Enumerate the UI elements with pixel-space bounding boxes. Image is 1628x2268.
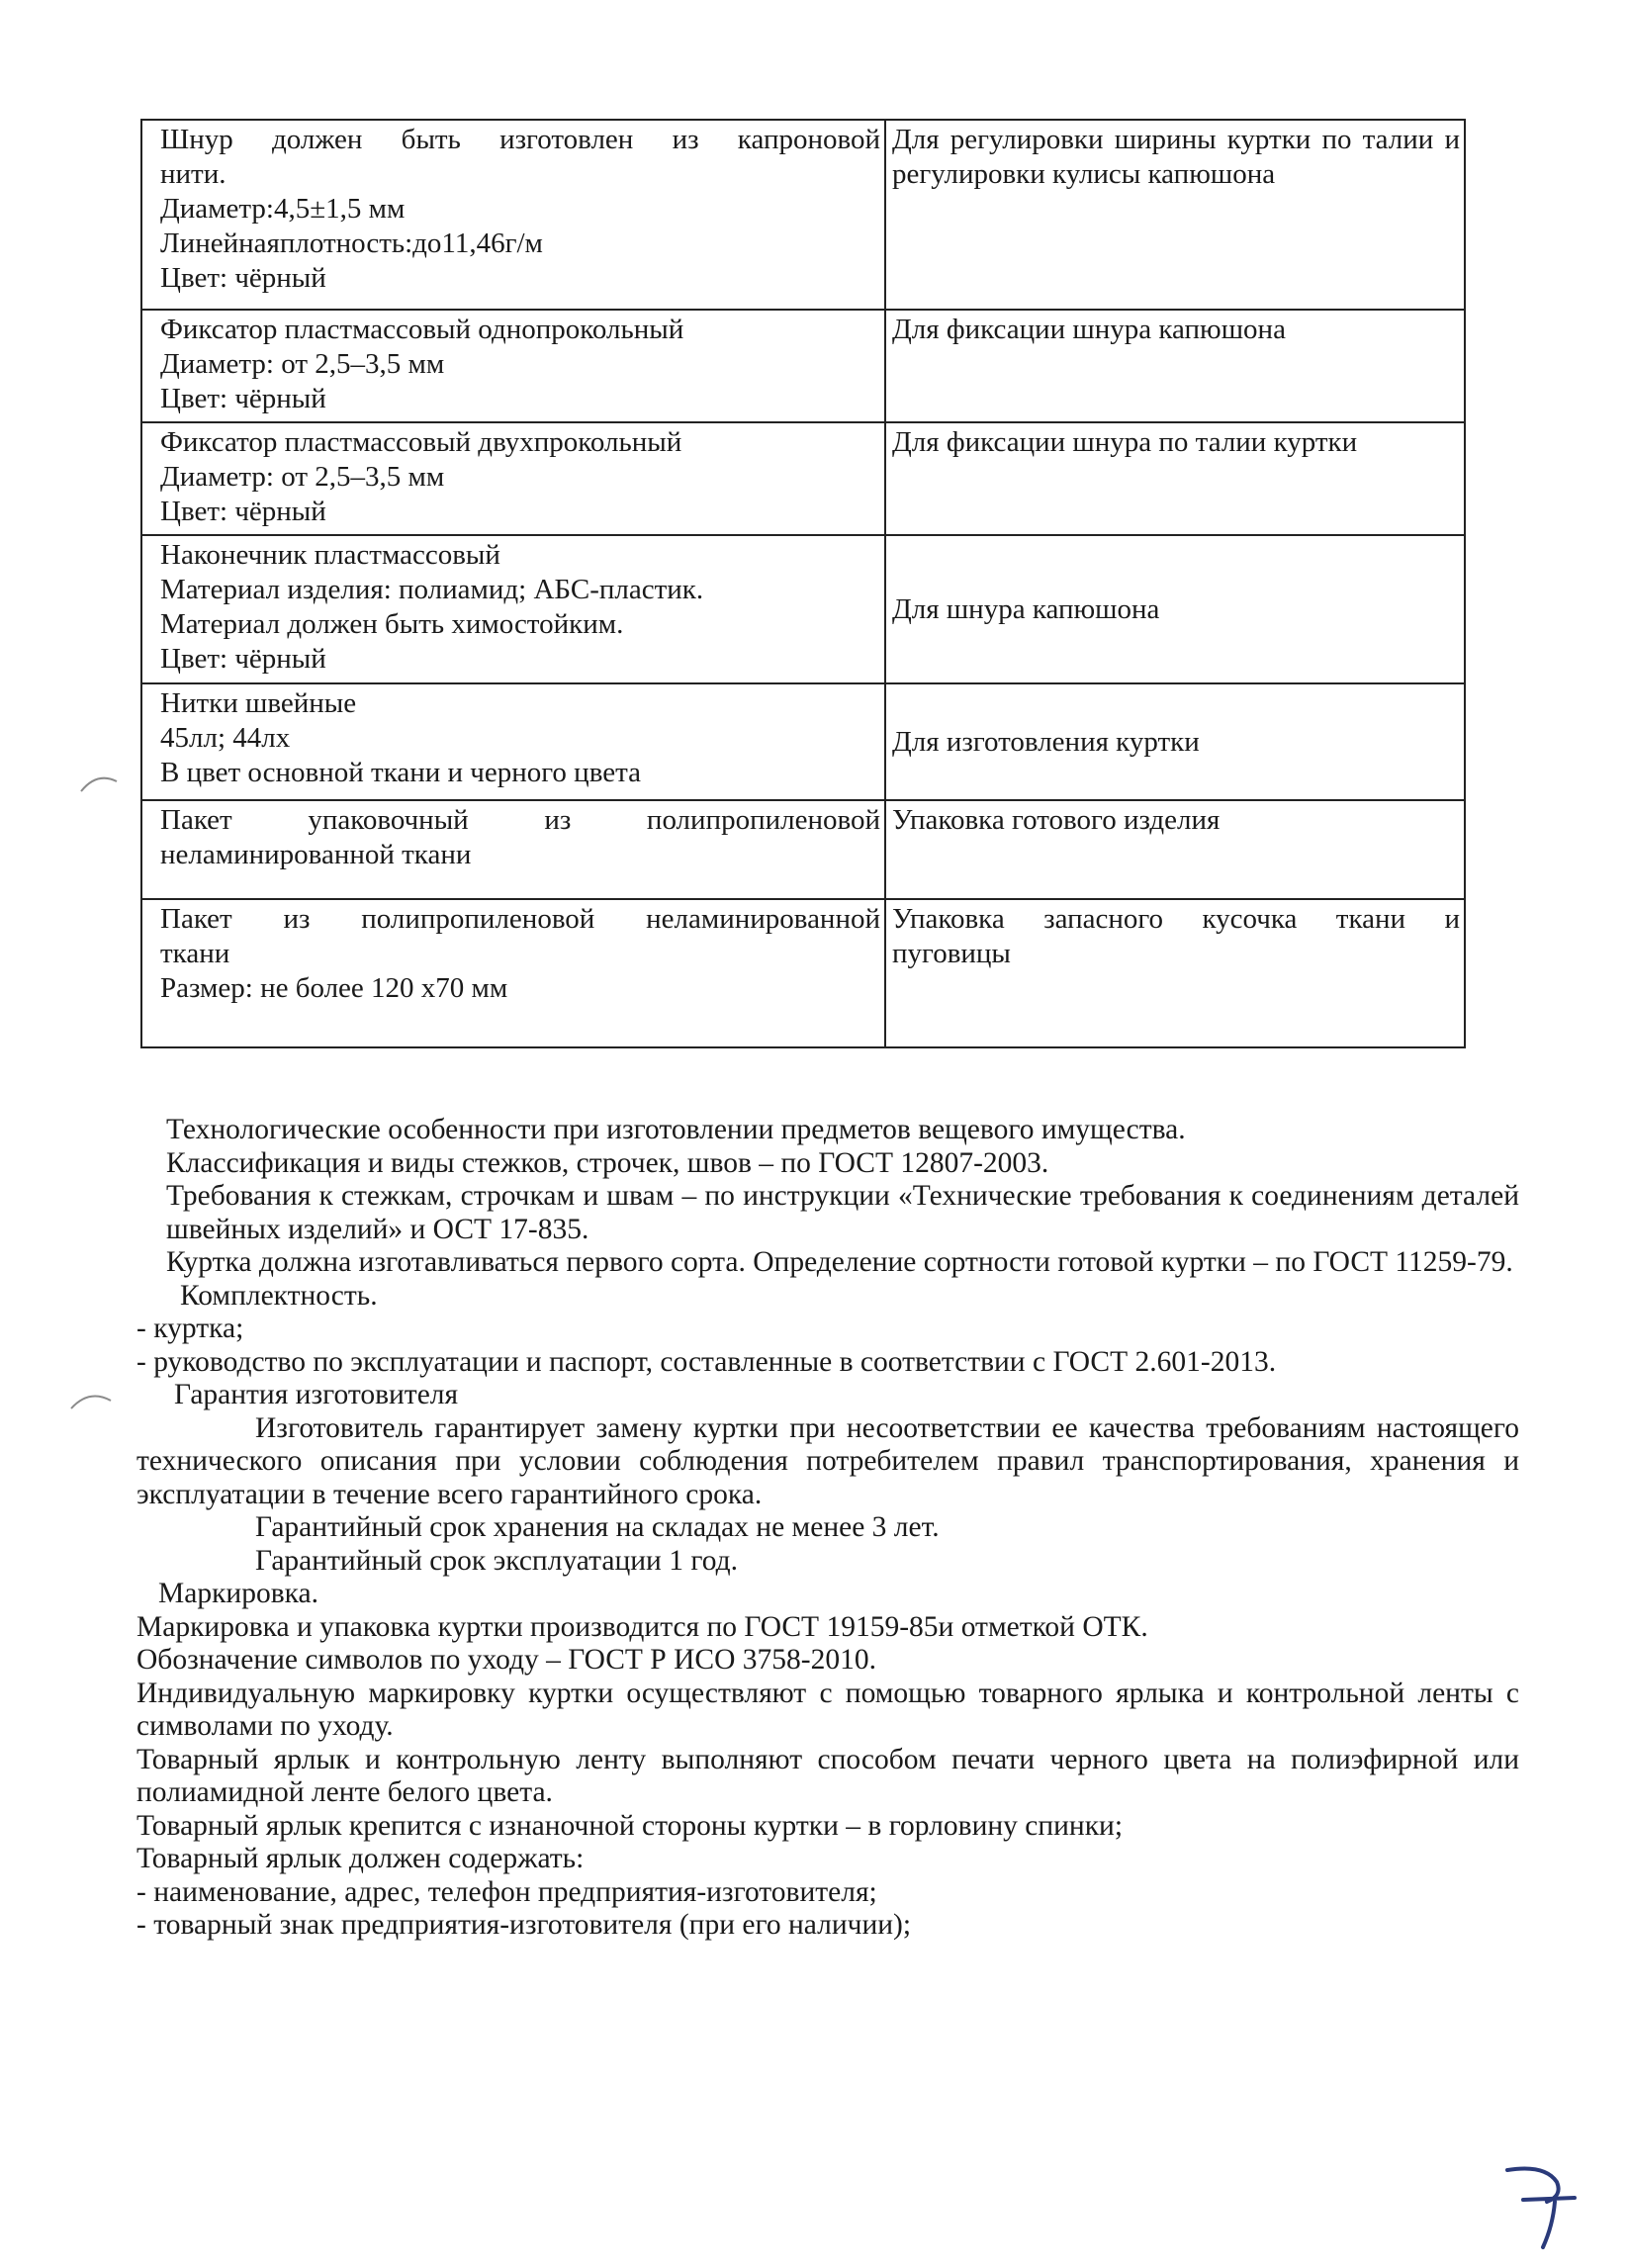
description-line: Материал должен быть химостойким. (160, 608, 624, 640)
paragraph: Классификация и виды стежков, строчек, швов – по ГОСТ 12807-2003. (166, 1146, 1049, 1179)
component-purpose (885, 683, 1465, 800)
paragraph: Товарный ярлык и контрольную ленту выполняют способом печати черного цвета на полиэфирной или полиамидной ленте белого цвета. (136, 1743, 1519, 1808)
component-description (141, 120, 885, 310)
description-line: Пакет упаковочный из полипропиленовой (160, 804, 880, 836)
purpose-line: регулировки кулисы капюшона (892, 158, 1276, 190)
component-purpose (885, 310, 1465, 422)
purpose-line: Для фиксации шнура по талии куртки (892, 426, 1358, 458)
description-line: Цвет: чёрный (160, 383, 326, 414)
component-description (141, 535, 885, 683)
purpose-line: пуговицы (892, 938, 1011, 969)
component-description (141, 683, 885, 800)
component-description (141, 310, 885, 422)
paragraph: Товарный ярлык крепится с изнаночной стороны куртки – в горловину спинки; (136, 1809, 1124, 1842)
description-line: 45лл; 44лх (160, 722, 291, 754)
table-row (141, 800, 1465, 899)
component-purpose (885, 422, 1465, 535)
body-text (136, 1114, 1519, 1943)
description-line: Наконечник пластмассовый (160, 539, 500, 571)
description-line: ткани (160, 938, 230, 969)
paragraph: Товарный ярлык должен содержать: (136, 1843, 585, 1874)
paragraph: Индивидуальную маркировку куртки осуществляют с помощью товарного ярлыка и контрольной ленты с символами по уходу. (136, 1677, 1519, 1742)
purpose-line: Для регулировки ширины куртки по талии и (892, 124, 1460, 155)
component-purpose (885, 120, 1465, 310)
purpose-line: Упаковка запасного кусочка ткани и (892, 903, 1460, 935)
paragraph: Гарантийный срок хранения на складах не менее 3 лет. (255, 1511, 940, 1543)
list-item: - наименование, адрес, телефон предприятия-изготовителя; (136, 1875, 877, 1908)
component-purpose (885, 800, 1465, 899)
paragraph: Обозначение символов по уходу – ГОСТ Р ИСО 3758-2010. (136, 1644, 876, 1676)
description-line: Диаметр: от 2,5–3,5 мм (160, 348, 445, 380)
description-line: Размер: не более 120 х70 мм (160, 972, 508, 1004)
hole-punch-mark (69, 1389, 113, 1412)
paragraph: Гарантийный срок эксплуатации 1 год. (255, 1544, 738, 1577)
handwritten-mark-icon (1493, 2156, 1592, 2255)
description-line: Нитки швейные (160, 687, 357, 719)
component-description (141, 899, 885, 1047)
purpose-line: Для фиксации шнура капюшона (892, 314, 1286, 345)
description-line: Пакет из полипропиленовой неламинированной (160, 903, 880, 935)
component-description (141, 800, 885, 899)
description-line: Материал изделия: полиамид; АБС-пластик. (160, 574, 704, 605)
purpose-line: Упаковка готового изделия (892, 804, 1221, 836)
table-row (141, 683, 1465, 800)
paragraph: Требования к стежкам, строчкам и швам – по инструкции «Технические требования к соединениям деталей швейных изделий» и ОСТ 17-835. (166, 1180, 1519, 1245)
list-item: - товарный знак предприятия-изготовителя (при его наличии); (136, 1909, 912, 1941)
components-table (140, 119, 1466, 1048)
list-item: - куртка; (136, 1313, 244, 1344)
description-line: Цвет: чёрный (160, 496, 326, 527)
table-row (141, 535, 1465, 683)
paragraph: Маркировка и упаковка куртки производится по ГОСТ 19159-85и отметкой ОТК. (136, 1610, 1148, 1643)
table-row (141, 120, 1465, 310)
section-heading-marking: Маркировка. (158, 1578, 318, 1609)
table-row (141, 310, 1465, 422)
purpose-line: Для шнура капюшона (892, 592, 1160, 625)
description-line: В цвет основной ткани и черного цвета (160, 757, 641, 788)
paragraph: Технологические особенности при изготовлении предметов вещевого имущества. (166, 1114, 1186, 1145)
description-line: Цвет: чёрный (160, 643, 326, 675)
description-line: нити. (160, 158, 226, 190)
description-line: Линейнаяплотность:до11,46г/м (160, 227, 543, 259)
paragraph: Изготовитель гарантирует замену куртки при несоответствии ее качества требованиям настоящего технического описания при условии соблюдения потребителем правил транспортирования, хранения и эксплуатации в течение всего гарантийного срока. (136, 1411, 1519, 1510)
component-purpose (885, 535, 1465, 683)
component-purpose (885, 899, 1465, 1047)
description-line: Фиксатор пластмассовый однопрокольный (160, 314, 684, 345)
table-row (141, 899, 1465, 1047)
list-item: - руководство по эксплуатации и паспорт, составленные в соответствии с ГОСТ 2.601-2013. (136, 1345, 1277, 1378)
hole-punch-mark (79, 771, 119, 795)
description-line: неламинированной ткани (160, 839, 472, 870)
description-line: Фиксатор пластмассовый двухпрокольный (160, 426, 682, 458)
component-description (141, 422, 885, 535)
description-line: Диаметр:4,5±1,5 мм (160, 193, 406, 225)
table-row (141, 422, 1465, 535)
section-heading-completeness: Комплектность. (180, 1279, 378, 1312)
description-line: Цвет: чёрный (160, 262, 326, 294)
description-line: Диаметр: от 2,5–3,5 мм (160, 461, 445, 493)
description-line: Шнур должен быть изготовлен из капроновой (160, 124, 880, 155)
paragraph: Куртка должна изготавливаться первого сорта. Определение сортности готовой куртки – по ГОСТ 11259-79. (166, 1246, 1513, 1278)
purpose-line: Для изготовления куртки (892, 725, 1200, 758)
section-heading-warranty: Гарантия изготовителя (174, 1379, 459, 1410)
